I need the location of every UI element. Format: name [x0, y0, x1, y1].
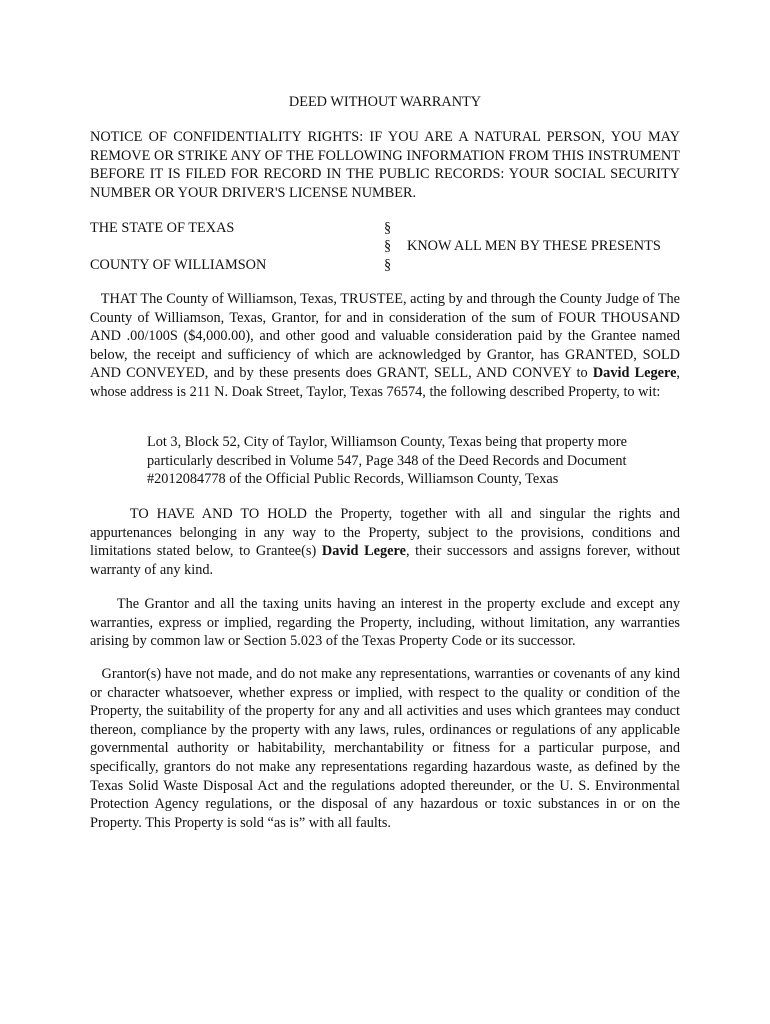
exclusion-paragraph [90, 595, 680, 651]
section-symbol: § [384, 238, 392, 254]
legal-description-line: Lot 3, Block 52, City of Taylor, Williamson County, Texas being that property more [147, 434, 627, 450]
know-all-men-label: KNOW ALL MEN BY THESE PRESENTS [407, 238, 661, 254]
disclaimer-text: Grantor(s) have not made, and do not make any representations, warranties or covenants of any kind or character whatsoever, whether express or implied, with respect to the quality or condition of the Property, the suitability of the property for any and all activities and uses which grantees may conduct thereon, compliance by the property with any laws, rules, ordinances or regulations of any applicable governmental authority or habitability, merchantability or fitness for a particular purpose, and specifically, grantors do not make any representations regarding hazardous waste, as defined by the Texas Solid Waste Disposal Act and the regulations adopted thereunder, or the U. S. Environmental Protection Agency regulations, or the disposal of any hazardous or toxic substances in or on the Property. This Property is sold “as is” with all faults. [90, 666, 680, 831]
venue-row-presents [90, 237, 680, 256]
venue-row-state [90, 219, 680, 238]
habendum-text-end: , their successors and assigns forever, without warranty of any kind. [90, 543, 680, 578]
legal-description [147, 433, 667, 489]
state-label: THE STATE OF TEXAS [90, 220, 235, 236]
grant-text-start: THAT The County of Williamson, Texas, TRUSTEE, acting by and through the County Judge of The County of Williamson, Texas, Grantor, for and in consideration of the sum of FOUR THOUSAND AND .00/100S ($4,000.00), and other good and valuable consideration paid by the Grantee named below, the receipt and sufficiency of which are acknowledged by Grantor, has GRANTED, SOLD AND CONVEYED, and by these presents does GRANT, SELL, AND CONVEY to [90, 291, 680, 382]
exclusion-text: The Grantor and all the taxing units having an interest in the property exclude and except any warranties, express or implied, regarding the Property, including, without limitation, any warranties arising by common law or Section 5.023 of the Texas Property Code or its successor. [90, 596, 680, 650]
section-symbol: § [384, 220, 392, 236]
disclaimer-paragraph [90, 665, 680, 832]
section-symbol: § [384, 257, 392, 273]
grantee-name: David Legere [321, 543, 406, 560]
confidentiality-notice: NOTICE OF CONFIDENTIALITY RIGHTS: IF YOU ARE A NATURAL PERSON, YOU MAY REMOVE OR STRIKE ANY OF THE FOLLOWING INFORMATION FROM THIS INSTRUMENT BEFORE IT IS FILED FOR RECORD IN THE PUBLIC RECORDS: YOUR SOCIAL SECURITY NUMBER OR YOUR DRIVER'S LICENSE NUMBER. [90, 129, 680, 201]
county-label: COUNTY OF WILLIAMSON [90, 257, 267, 273]
venue-row-county [90, 256, 680, 275]
habendum-text-start: TO HAVE AND TO HOLD the Property, together with all and singular the rights and appurtenances belonging in any way to the Property, subject to the provisions, conditions and limitations stated below, to Grantee(s) [90, 506, 680, 560]
legal-description-line: #2012084778 of the Official Public Records, Williamson County, Texas [147, 471, 559, 488]
grant-text-end: , whose address is 211 N. Doak Street, Taylor, Texas 76574, the following described Property, to wit: [90, 365, 680, 400]
grant-paragraph [90, 290, 680, 402]
legal-description-line: particularly described in Volume 547, Page 348 of the Deed Records and Document [147, 452, 627, 469]
document-title: DEED WITHOUT WARRANTY [288, 94, 482, 110]
habendum-paragraph [90, 505, 680, 579]
grantee-name: David Legere [592, 365, 677, 382]
